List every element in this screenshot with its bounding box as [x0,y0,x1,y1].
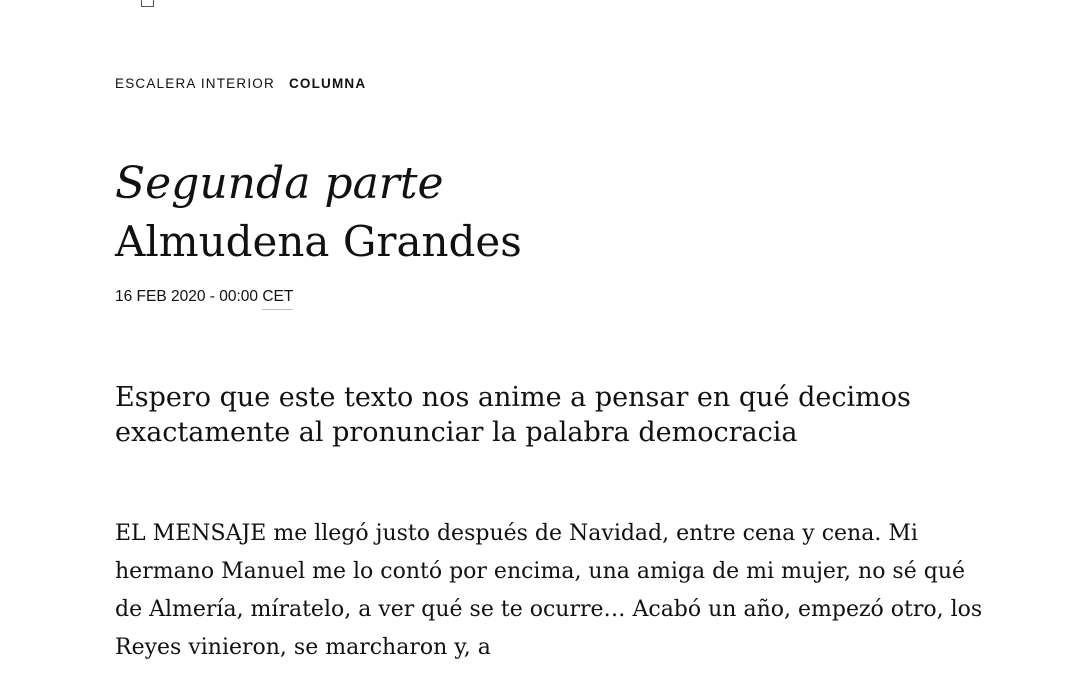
publish-date-value: 16 FEB 2020 - 00:00 [115,288,259,305]
section-link[interactable]: ESCALERA INTERIOR [115,76,275,91]
publish-date [115,288,293,306]
article-subtitle: Espero que este texto nos anime a pensar en qué decimos exactamente al pronunciar la palabra democracia [115,382,911,448]
top-checkbox[interactable] [141,0,154,7]
article-headline [115,155,522,271]
article-title: Segunda parte [115,158,444,209]
publish-timezone: CET [262,288,293,310]
author-link[interactable]: Almudena Grandes [115,217,522,266]
article-type-label: COLUMNA [288,76,367,91]
article-body: EL MENSAJE me llegó justo después de Navidad, entre cena y cena. Mi hermano Manuel me lo contó por encima, una amiga de mi mujer, no sé qué de Almería, míratelo, a ver qué se te ocurre… Acabó un año, empezó otro, los Reyes vinieron, se marcharon y, a [115,521,983,660]
article-kicker [115,76,366,91]
